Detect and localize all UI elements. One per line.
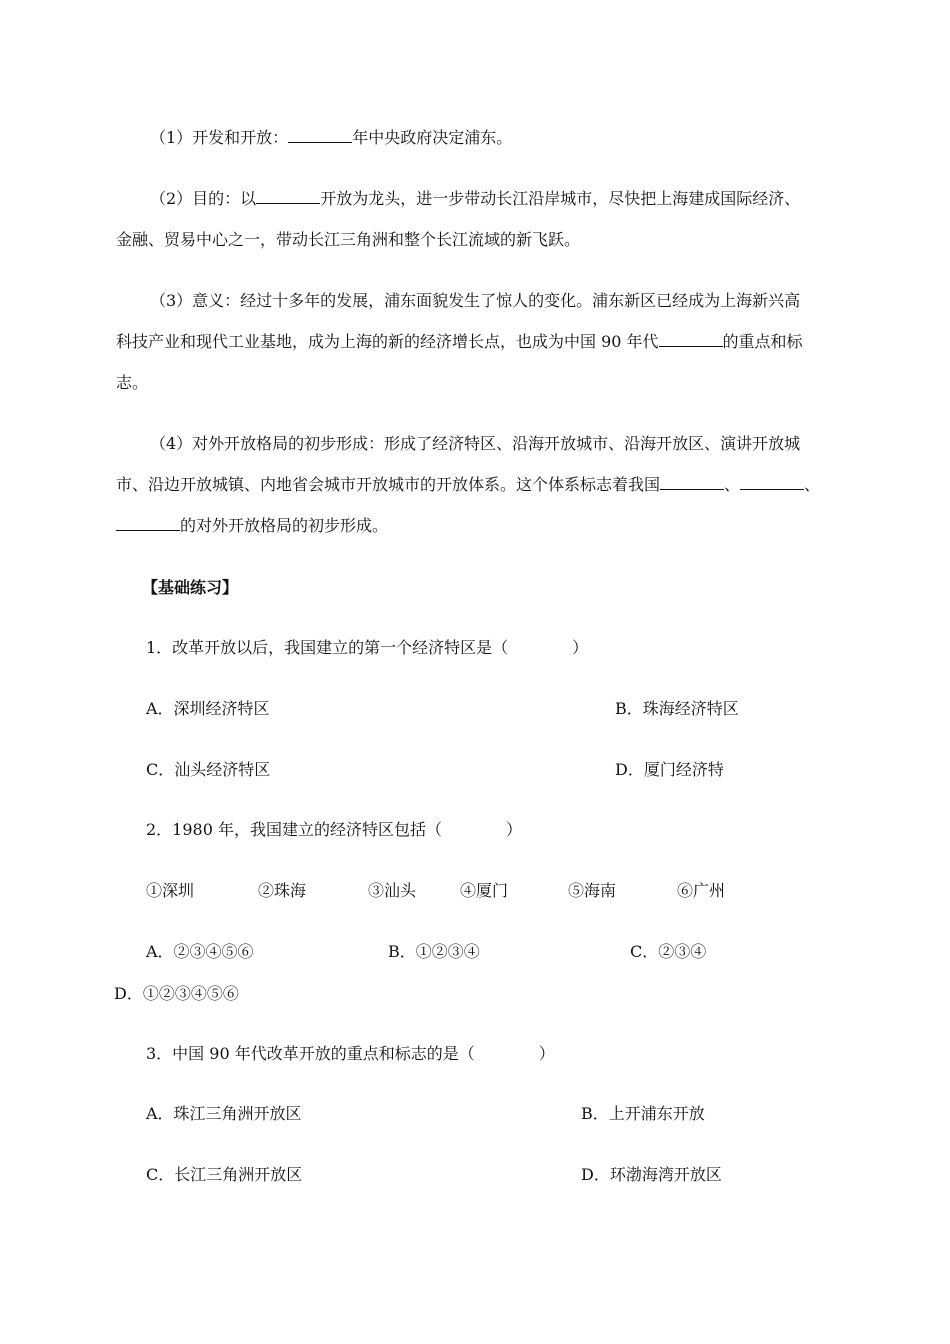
- pudong-item-2-prefix: （2）目的：以: [150, 189, 257, 208]
- pudong-item-2: [150, 189, 800, 209]
- choice-item: ②珠海: [258, 881, 307, 900]
- pudong-item-4-line3: [116, 516, 388, 536]
- option-a[interactable]: A．深圳经济特区: [146, 699, 270, 718]
- option-c[interactable]: C．汕头经济特区: [146, 760, 271, 779]
- pudong-item-3-line2-suffix: 的重点和标: [722, 332, 803, 351]
- question-stem: 1．改革开放以后，我国建立的第一个经济特区是（ ）: [146, 638, 589, 657]
- pudong-item-3-line2: [116, 332, 803, 352]
- answer-blank: [288, 128, 352, 143]
- pudong-item-3: （3）意义：经过十多年的发展，浦东面貌发生了惊人的变化。浦东新区已经成为上海新兴高: [150, 291, 801, 310]
- pudong-item-2-suffix: 开放为龙头，进一步带动长江沿岸城市，尽快把上海建成国际经济、: [320, 189, 801, 208]
- answer-blank: [660, 475, 724, 490]
- answer-blank: [116, 516, 180, 531]
- option-b[interactable]: B．上开浦东开放: [581, 1104, 705, 1123]
- pudong-item-3-line2-prefix: 科技产业和现代工业基地，成为上海的新的经济增长点，也成为中国 90 年代: [116, 332, 659, 351]
- section-title: 【基础练习】: [142, 578, 239, 597]
- option-d[interactable]: D．环渤海湾开放区: [581, 1165, 722, 1184]
- option-a[interactable]: A．珠江三角洲开放区: [146, 1104, 302, 1123]
- question-stem: 3．中国 90 年代改革开放的重点和标志的是（ ）: [146, 1044, 555, 1063]
- pudong-item-1-prefix: （1）开发和开放：: [150, 128, 289, 147]
- separator: 、: [804, 475, 821, 494]
- pudong-item-4-line2: [116, 475, 820, 495]
- option-c[interactable]: C．②③④: [630, 942, 707, 961]
- question-stem: 2．1980 年，我国建立的经济特区包括（ ）: [146, 820, 522, 839]
- answer-blank: [659, 332, 723, 347]
- choice-item: ④厦门: [460, 881, 509, 900]
- pudong-item-2-line2: 金融、贸易中心之一，带动长江三角洲和整个长江流域的新飞跃。: [116, 230, 581, 249]
- pudong-item-4: （4）对外开放格局的初步形成：形成了经济特区、沿海开放城市、沿海开放区、演讲开放城: [150, 434, 801, 453]
- option-a[interactable]: A．②③④⑤⑥: [146, 942, 254, 961]
- option-b[interactable]: B．珠海经济特区: [615, 699, 739, 718]
- pudong-item-1-suffix: 年中央政府决定浦东。: [352, 128, 513, 147]
- option-c[interactable]: C．长江三角洲开放区: [146, 1165, 303, 1184]
- pudong-item-3-line3: 志。: [116, 373, 149, 392]
- choice-item: ③汕头: [368, 881, 417, 900]
- answer-blank: [256, 189, 320, 204]
- choice-item: ①深圳: [146, 881, 195, 900]
- option-d[interactable]: D．①②③④⑤⑥: [114, 984, 239, 1003]
- option-d[interactable]: D．厦门经济特: [615, 760, 724, 779]
- choice-item: ⑥广州: [677, 881, 726, 900]
- choice-item: ⑤海南: [568, 881, 617, 900]
- pudong-item-4-line3-suffix: 的对外开放格局的初步形成。: [180, 516, 389, 535]
- option-b[interactable]: B．①②③④: [388, 942, 480, 961]
- pudong-item-4-line2-prefix: 市、沿边开放城镇、内地省会城市开放城市的开放体系。这个体系标志着我国: [116, 475, 661, 494]
- answer-blank: [740, 475, 804, 490]
- pudong-item-1: [150, 128, 512, 148]
- separator: 、: [724, 475, 741, 494]
